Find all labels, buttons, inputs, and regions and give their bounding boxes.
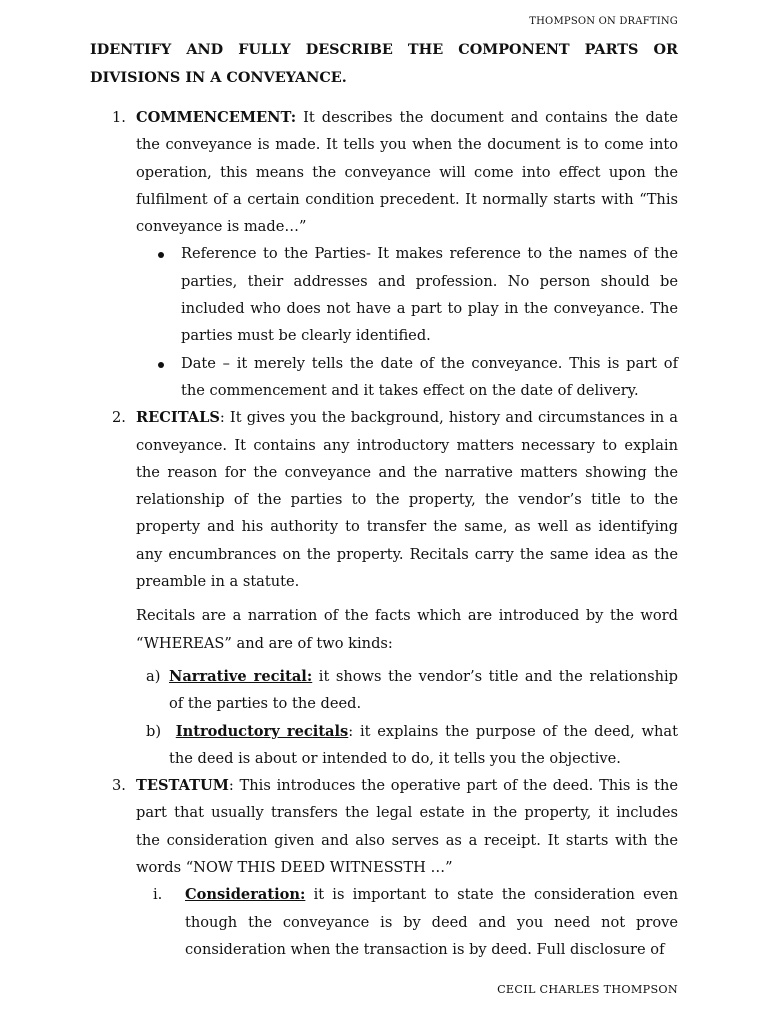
running-header: THOMPSON ON DRAFTING (529, 16, 678, 27)
item-paragraph (136, 104, 678, 240)
item-number: 2. (112, 409, 126, 427)
recitals-note: Recitals are a narration of the facts which are introduced by the word “WHEREAS” and are of two kinds: (136, 607, 678, 652)
list-item-recitals (90, 404, 678, 595)
running-footer: CECIL CHARLES THOMPSON (497, 983, 678, 996)
item-paragraph (136, 772, 678, 881)
document-body (90, 36, 678, 963)
testatum-subitem (90, 881, 678, 963)
list-item-commencement (90, 104, 678, 404)
sub-text: it is important to state the consideration even though the conveyance is by deed and you need not prove consideration when the transaction is by deed. Full disclosure of (185, 886, 678, 958)
bullet-icon (158, 362, 164, 368)
bullet-list (136, 240, 678, 404)
item-paragraph (136, 404, 678, 595)
recital-kind (90, 718, 678, 773)
item-number: 1. (112, 109, 126, 126)
item-text: : This introduces the operative part of the deed. This is the part that usually transfers the legal estate in the property, it includes the consideration given and also serves as a receipt. It starts with the words “NOW THIS DEED WITNESSTH …” (136, 777, 678, 877)
sub-paragraph (185, 881, 678, 963)
bullet-icon (158, 252, 164, 258)
bullet-text: Date – it merely tells the date of the conveyance. This is part of the commencement and it takes effect on the date of delivery. (181, 354, 678, 399)
item-text: : It gives you the background, history and circumstances in a conveyance. It contains any introductory matters necessary to explain the reason for the conveyance and the narrative matters showing the relationship of the parties to the property, the vendor’s title to the property and his authority to transfer the same, as well as identifying any encumbrances on the property. Recitals carry the same idea as the preamble in a statute. (136, 409, 678, 591)
bullet-item (136, 240, 678, 349)
sub-term: Narrative recital: (169, 667, 313, 685)
sub-term: Introductory recitals (175, 722, 349, 740)
sub-text: it shows the vendor’s title and the relationship of the parties to the deed. (169, 667, 678, 713)
sub-term: Consideration: (185, 886, 306, 904)
sub-marker: b) (146, 722, 162, 740)
page-title: IDENTIFY AND FULLY DESCRIBE THE COMPONENT PARTS OR DIVISIONS IN A CONVEYANCE. (90, 41, 678, 86)
item-term: COMMENCEMENT: (136, 109, 297, 126)
sub-marker: a) (146, 667, 161, 685)
item-number: 3. (112, 777, 126, 795)
bullet-text: Reference to the Parties- It makes reference to the names of the parties, their addresses and profession. No person should be included who does not have a part to play in the conveyance. The parties must be clearly identified. (181, 245, 678, 345)
roman-marker: i. (153, 886, 163, 904)
sub-paragraph (169, 663, 678, 718)
sub-text: : it explains the purpose of the deed, what the deed is about or intended to do, it tells you the objective. (169, 722, 678, 767)
sub-paragraph (169, 718, 678, 773)
bullet-item (136, 350, 678, 405)
item-term: TESTATUM (136, 777, 229, 795)
recital-kind (90, 663, 678, 718)
item-term: RECITALS (136, 409, 220, 427)
item-text: It describes the document and contains the date the conveyance is made. It tells you when the document is to come into operation, this means the conveyance will come into effect upon the fulfilment of a certain condition precedent. It normally starts with “This conveyance is made…” (136, 109, 678, 236)
list-item-testatum (90, 772, 678, 881)
